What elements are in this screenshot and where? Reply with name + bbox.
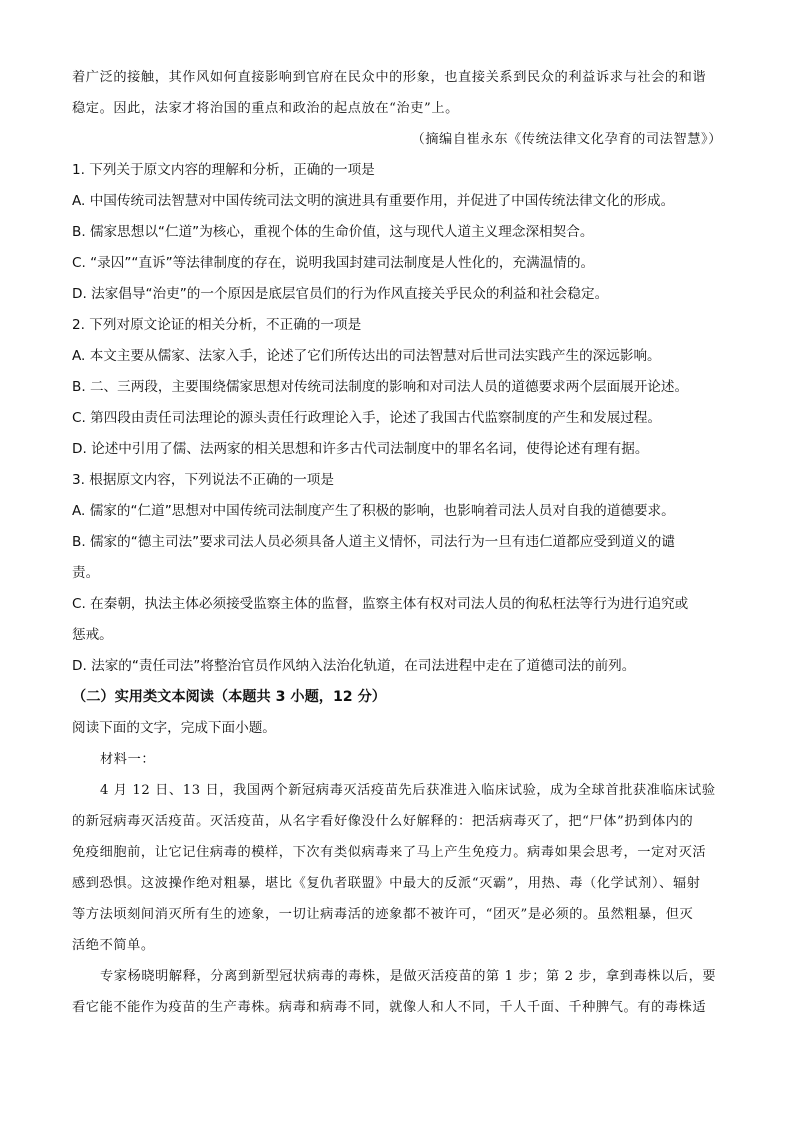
passage-line: 的新冠病毒灭活疫苗。灭活疫苗，从名字看好像没什么好解释的：把活病毒灭了，把“尸体”扔到体内的 bbox=[72, 814, 694, 829]
question-stem: 2. 下列对原文论证的相关分析，不正确的一项是 bbox=[72, 317, 362, 333]
passage-line: 着广泛的接触，其作风如何直接影响到官府在民众中的形象，也直接关系到民众的利益诉求与社会的和谐 bbox=[72, 70, 707, 85]
option-a: A. 中国传统司法智慧对中国传统司法文明的演进具有重要作用，并促进了中国传统法律文化的形成。 bbox=[72, 193, 675, 209]
option-d: D. 法家倡导“治吏”的一个原因是底层官员们的行为作风直接关乎民众的利益和社会稳定。 bbox=[72, 286, 609, 302]
section-heading: （二）实用类文本阅读（本题共 3 小题，12 分） bbox=[72, 689, 386, 705]
passage-line: 活绝不简单。 bbox=[72, 938, 155, 953]
option-b: B. 儒家的“德主司法”要求司法人员必须具备人道主义情怀，司法行为一旦有违仁道都应受到道义的谴 bbox=[72, 534, 675, 550]
option-b: B. 二、三两段，主要围绕儒家思想对传统司法制度的影响和对司法人员的道德要求两个层面展开论述。 bbox=[72, 379, 689, 395]
passage-line: 稳定。因此，法家才将治国的重点和政治的起点放在“治吏”上。 bbox=[72, 101, 459, 116]
option-a: A. 儒家的“仁道”思想对中国传统司法制度产生了积极的影响，也影响着司法人员对自我的道德要求。 bbox=[72, 503, 675, 519]
passage-line: 感到恐惧。这波操作绝对粗暴，堪比《复仇者联盟》中最大的反派“灭霸”，用热、毒（化学试剂）、辐射 bbox=[72, 876, 701, 891]
option-c: C. 在秦朝，执法主体必须接受监察主体的监督，监察主体有权对司法人员的徇私枉法等行为进行追究或 bbox=[72, 596, 689, 612]
passage-line: 免疫细胞前，让它记住病毒的模样，下次有类似病毒来了马上产生免疫力。病毒如果会思考，一定对灭活 bbox=[72, 845, 707, 860]
option-b: B. 儒家思想以“仁道”为核心，重视个体的生命价值，这与现代人道主义理念深相契合。 bbox=[72, 224, 594, 240]
passage-line: 专家杨晓明解释，分离到新型冠状病毒的毒株，是做灭活疫苗的第 1 步；第 2 步，拿到毒株以后，要 bbox=[100, 969, 717, 984]
passage-source: （摘编自崔永东《传统法律文化孕育的司法智慧》） bbox=[411, 132, 722, 147]
material-paragraph-1 bbox=[72, 775, 722, 961]
option-b-continued: 责。 bbox=[72, 565, 100, 581]
question-stem: 3. 根据原文内容，下列说法不正确的一项是 bbox=[72, 472, 334, 488]
passage-line: 4 月 12 日、13 日，我国两个新冠病毒灭活疫苗先后获准进入临床试验，成为全球首批获准临床试验 bbox=[100, 783, 716, 798]
option-c: C. 第四段由责任司法理论的源头责任行政理论入手，论述了我国古代监察制度的产生和发展过程。 bbox=[72, 410, 662, 426]
option-d: D. 法家的“责任司法”将整治官员作风纳入法治化轨道，在司法进程中走在了道德司法的前列。 bbox=[72, 658, 636, 674]
passage-line: 看它能不能作为疫苗的生产毒株。病毒和病毒不同，就像人和人不同，千人千面、千种脾气。有的毒株适 bbox=[72, 1000, 707, 1015]
option-a: A. 本文主要从儒家、法家入手，论述了它们所传达出的司法智慧对后世司法实践产生的深远影响。 bbox=[72, 348, 661, 364]
question-1 bbox=[72, 155, 722, 310]
material-paragraph-2 bbox=[72, 961, 722, 1023]
option-d: D. 论述中引用了儒、法两家的相关思想和许多古代司法制度中的罪名名词，使得论述有理有据。 bbox=[72, 441, 649, 457]
material-label: 材料一： bbox=[100, 752, 156, 767]
option-c: C. “录囚”“直诉”等法律制度的存在，说明我国封建司法制度是人性化的，充满温情的。 bbox=[72, 255, 595, 271]
option-c-continued: 惩戒。 bbox=[72, 627, 113, 643]
passage-line: 等方法顷刻间消灭所有生的迹象，一切让病毒活的迹象都不被许可，“团灭”是必须的。虽然粗暴，但灭 bbox=[72, 907, 694, 922]
document-page bbox=[72, 62, 722, 1023]
question-2 bbox=[72, 310, 722, 465]
question-stem: 1. 下列关于原文内容的理解和分析，正确的一项是 bbox=[72, 162, 375, 178]
question-3 bbox=[72, 465, 722, 682]
section-instruction: 阅读下面的文字，完成下面小题。 bbox=[72, 720, 276, 736]
